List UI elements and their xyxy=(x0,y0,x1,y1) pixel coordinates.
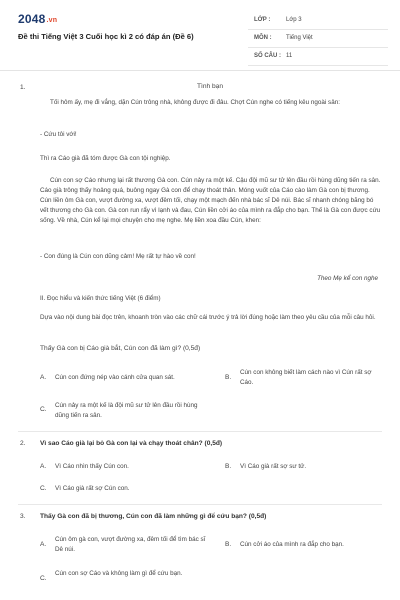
option-letter[interactable]: B. xyxy=(225,463,232,470)
story-source: Theo Mẹ kể con nghe xyxy=(317,275,378,282)
meta-label: MÔN : xyxy=(254,35,272,41)
exam-content xyxy=(0,72,400,600)
option-letter[interactable]: C. xyxy=(40,406,47,413)
story-paragraph: - Con đúng là Cún con dũng cảm! Mẹ rất tự hào về con! xyxy=(40,253,196,260)
option-letter[interactable]: A. xyxy=(40,541,47,548)
exam-title: Đề thi Tiếng Việt 3 Cuối học kì 2 có đáp án (Đề 6) xyxy=(18,32,194,41)
option-letter[interactable]: B. xyxy=(225,374,232,381)
story-paragraph: Thì ra Cáo già đã tóm được Gà con tội nghiệp. xyxy=(40,155,171,162)
option-letter[interactable]: B. xyxy=(225,541,232,548)
logo-suffix: .vn xyxy=(46,17,58,24)
story-paragraph: Tối hôm ấy, mẹ đi vắng, dặn Cún trông nhà, không được đi đâu. Chợt Cún nghe có tiếng kêu ngoài sân: xyxy=(50,99,340,106)
site-logo[interactable] xyxy=(18,12,57,26)
question-text: Thấy Gà con đã bị thương, Cún con đã làm những gì để cứu bạn? (0,5đ) xyxy=(40,513,267,520)
option-text[interactable]: Cún ôm gà con, vượt đường xa, đêm tối để tìm bác sĩ Dê núi. xyxy=(55,536,206,553)
question-number: 3. xyxy=(20,513,26,520)
question-text: Vì sao Cáo già lại bỏ Gà con lại và chạy thoát chân? (0,5đ) xyxy=(40,440,223,447)
option-text[interactable]: Cún cởi áo của mình ra đắp cho bạn. xyxy=(240,541,344,548)
meta-row-grade xyxy=(248,12,388,30)
meta-value: Lớp 3 xyxy=(286,17,302,23)
section-title: II. Đọc hiểu và kiến thức tiếng Việt (6 điểm) xyxy=(40,295,161,302)
option-text[interactable]: Vì Cáo già rất sợ Cún con. xyxy=(55,485,130,492)
question-text: Thấy Gà con bị Cáo già bắt, Cún con đã làm gì? (0,5đ) xyxy=(40,345,201,352)
meta-value: Tiếng Việt xyxy=(286,35,313,41)
meta-label: LỚP : xyxy=(254,17,271,23)
header-divider xyxy=(0,70,400,71)
option-text[interactable]: Cún nảy ra một kế là đội mũ sư tử lên đầu rồi hùng dũng tiến ra sân. xyxy=(55,402,198,419)
story-title: Tình bạn xyxy=(196,83,224,90)
option-text[interactable]: Cún con đứng nép vào cánh cửa quan sát. xyxy=(55,374,175,381)
question-divider xyxy=(18,431,382,432)
question-divider xyxy=(18,504,382,505)
question-number: 2. xyxy=(20,440,26,447)
option-letter[interactable]: C. xyxy=(40,485,47,492)
option-text[interactable]: Cún con sợ Cáo và không làm gì để cứu bạn. xyxy=(55,570,183,577)
option-letter[interactable]: A. xyxy=(40,374,47,381)
option-letter[interactable]: A. xyxy=(40,463,47,470)
meta-row-subject xyxy=(248,30,388,48)
story-paragraph: - Cứu tôi với! xyxy=(40,131,77,138)
option-letter[interactable]: C. xyxy=(40,575,47,582)
story-paragraph: Cún con sợ Cáo nhưng lại rất thương Gà con. Cún nảy ra một kế. Cậu đội mũ sư tử lên đầu rồi hùng dũng tiến ra sân. Cáo già trông thấy hoảng quá, buông ngay Gà con để chạy thoát thân. Móng vuốt của Cáo cào làm Gà con bị thương. Cún liền ôm Gà con, vượt đường xa, vượt đêm tối, chạy một mạch đến nhà bác sĩ Dê núi. Bác sĩ nhanh chóng băng bó vết thương cho Gà con. Gà con run rẩy vì lạnh và đau, Cún liền cởi áo của mình ra đắp cho bạn. Thế là Gà con được cứu sống. Về nhà, Cún kể lại mọi chuyện cho mẹ nghe. Mẹ liền xoa đầu Cún, khen: xyxy=(40,177,381,224)
meta-label: SỐ CÂU : xyxy=(254,53,281,59)
section-instruction: Dựa vào nội dung bài đọc trên, khoanh tròn vào các chữ cái trước ý trả lời đúng hoặc làm theo yêu cầu của mỗi câu hỏi. xyxy=(40,314,376,321)
meta-value: 11 xyxy=(286,53,293,59)
exam-meta-table xyxy=(248,12,388,66)
option-text[interactable]: Cún con không biết làm cách nào vì Cún rất sợ Cáo. xyxy=(240,369,372,386)
logo-text: 2048 xyxy=(18,12,46,26)
option-text[interactable]: Vì Cáo nhìn thấy Cún con. xyxy=(55,463,129,470)
question-number: 1. xyxy=(20,84,26,91)
option-text[interactable]: Vì Cáo già rất sợ sư tử. xyxy=(240,463,307,470)
page-header xyxy=(0,0,400,72)
meta-row-question-count xyxy=(248,48,388,66)
